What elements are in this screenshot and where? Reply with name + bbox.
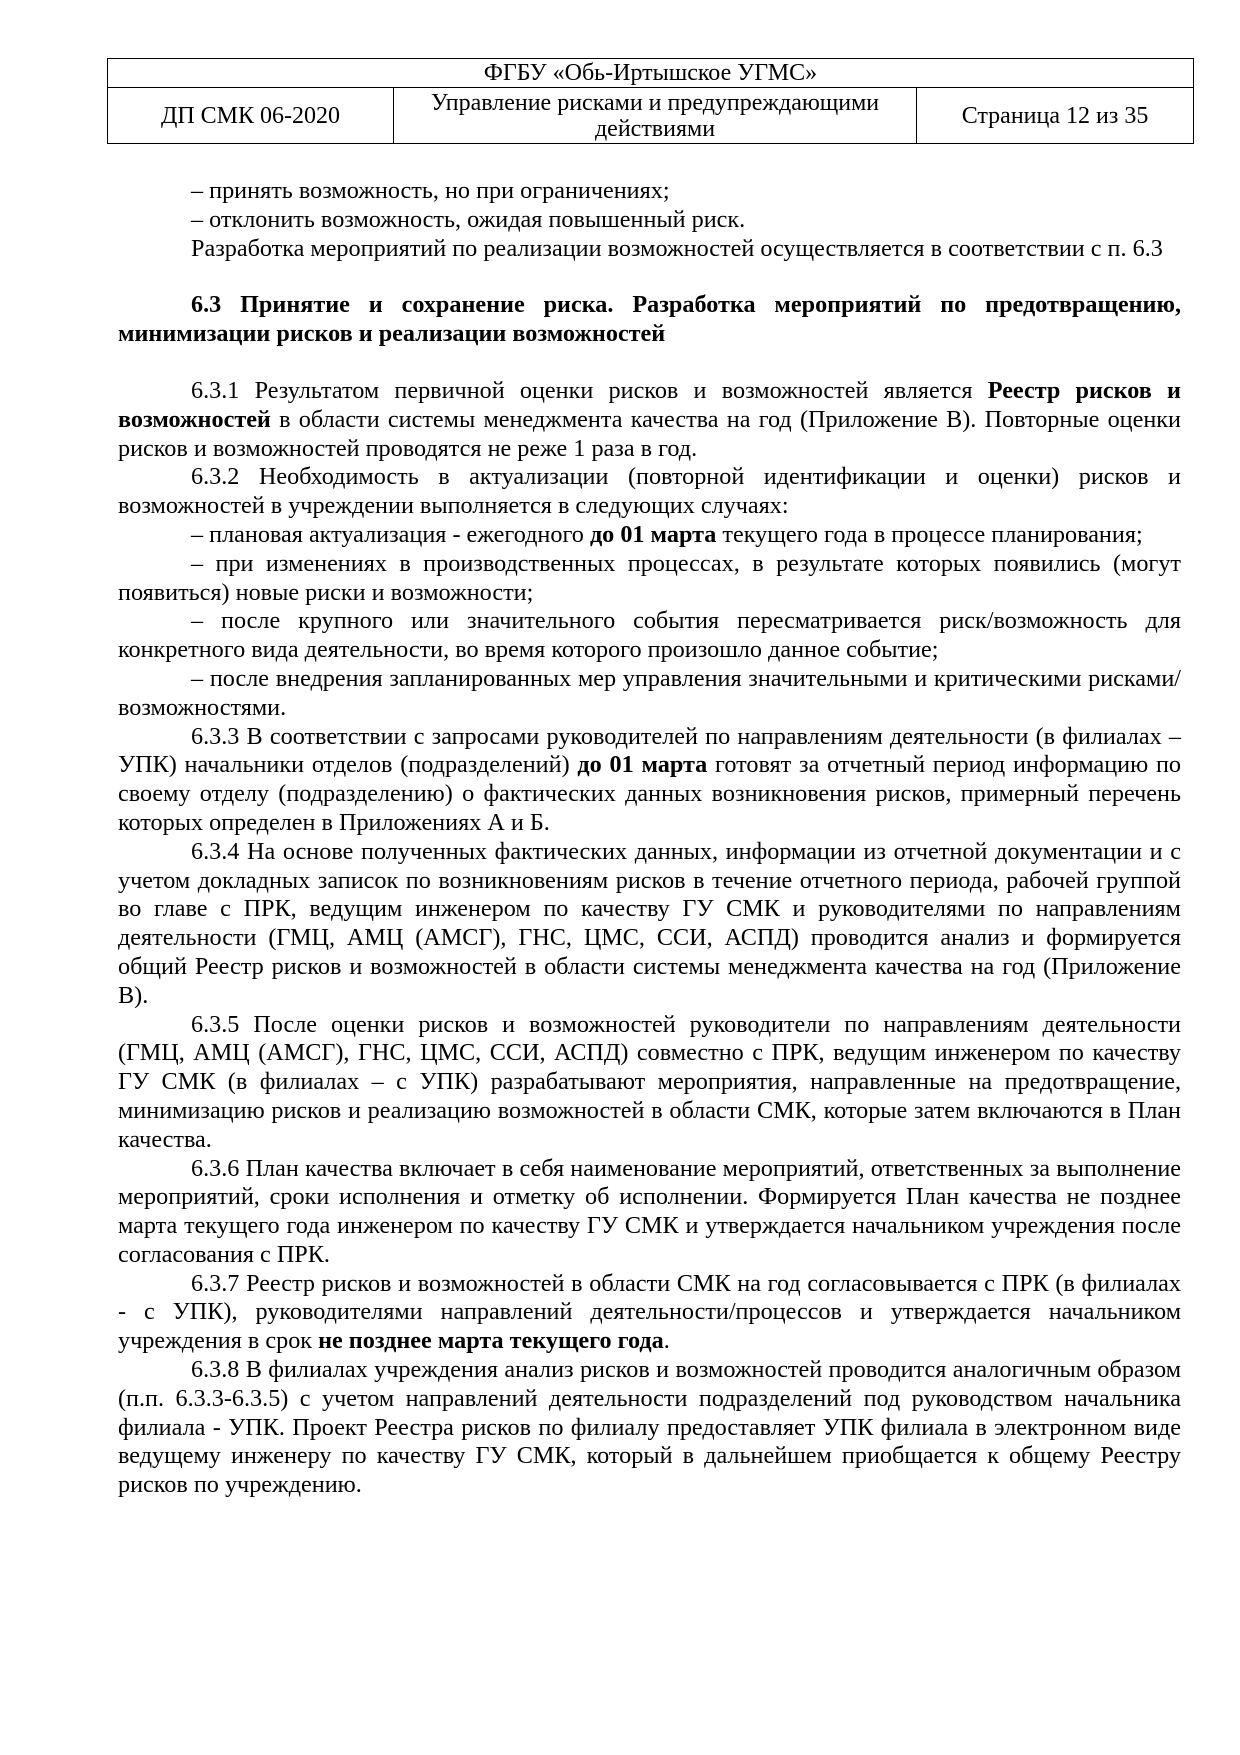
paragraph-6-3-3: 6.3.3 В соответствии с запросами руководителей по направлениям деятельности (в филиалах – УПК) начальники отделов (подразделений) до 01 марта готовят за отчетный период информацию по своему отделу (подразделению) о фактических данных возникновения рисков, примерный перечень которых определен в Приложениях А и Б. <box>118 722 1181 836</box>
case-item: – при изменениях в производственных процессах, в результате которых появились (могут появиться) новые риски и возможности; <box>118 549 1181 606</box>
paragraph-6-3-5: 6.3.5 После оценки рисков и возможностей руководители по направлениям деятельности (ГМЦ, АМЦ (АМСГ), ГНС, ЦМС, ССИ, АСПД) совместно с ПРК, ведущим инженером по качеству ГУ СМК (в филиалах – с УПК) разрабатывают мероприятия, направленные на предотвращение, минимизацию рисков и реализацию возможностей в области СМК, которые затем включаются в План качества. <box>118 1010 1181 1153</box>
page-number: Страница 12 из 35 <box>917 88 1194 144</box>
document-body <box>118 177 1181 1500</box>
paragraph-6-3-6: 6.3.6 План качества включает в себя наименование мероприятий, ответственных за выполнение мероприятий, сроки исполнения и отметку об исполнении. Формируется План качества не позднее марта текущего года инженером по качеству ГУ СМК и утверждается начальником учреждения после согласования с ПРК. <box>118 1154 1181 1268</box>
option-item: – принять возможность, но при ограничениях; <box>191 177 670 204</box>
paragraph-6-3-4: 6.3.4 На основе полученных фактических данных, информации из отчетной документации и с учетом докладных записок по возникновениям рисков в течение отчетного периода, рабочей группой во главе с ПРК, ведущим инженером по качеству ГУ СМК и руководителями по направлениям деятельности (ГМЦ, АМЦ (АМСГ), ГНС, ЦМС, ССИ, АСПД) проводится анализ и формируется общий Реестр рисков и возможностей в области системы менеджмента качества на год (Приложение В). <box>118 837 1181 1009</box>
paragraph-6-3-1: 6.3.1 Результатом первичной оценки рисков и возможностей является Реестр рисков и возможностей в области системы менеджмента качества на год (Приложение В). Повторные оценки рисков и возможностей проводятся не реже 1 раза в год. <box>118 376 1181 462</box>
case-item: – после крупного или значительного события пересматривается риск/возможность для конкретного вида деятельности, во время которого произошло данное событие; <box>118 607 1181 664</box>
paragraph: Разработка мероприятий по реализации возможностей осуществляется в соответствии с п. 6.3 <box>191 234 1163 262</box>
option-item: – отклонить возможность, ожидая повышенный риск. <box>191 205 746 233</box>
document-code: ДП СМК 06-2020 <box>108 88 394 144</box>
paragraph-6-3-8: 6.3.8 В филиалах учреждения анализ рисков и возможностей проводится аналогичным образом (п.п. 6.3.3-6.3.5) с учетом направлений деятельности подразделений под руководством начальника филиала - УПК. Проект Реестра рисков по филиалу предоставляет УПК филиала в электронном виде ведущему инженеру по качеству ГУ СМК, который в дальнейшем приобщается к общему Реестру рисков по учреждению. <box>118 1356 1181 1499</box>
organization-name: ФГБУ «Обь-Иртышское УГМС» <box>108 59 1194 88</box>
paragraph-6-3-2: 6.3.2 Необходимость в актуализации (повторной идентификации и оценки) рисков и возможностей в учреждении выполняется в следующих случаях: <box>118 463 1181 520</box>
document-title: Управление рисками и предупреждающими действиями <box>394 88 917 144</box>
paragraph-6-3-7: 6.3.7 Реестр рисков и возможностей в области СМК на год согласовывается с ПРК (в филиалах - с УПК), руководителями направлений деятельности/процессов и утверждается начальником учреждения в срок не позднее марта текущего года. <box>118 1269 1181 1355</box>
case-item: – плановая актуализация - ежегодного до 01 марта текущего года в процессе планирования; <box>191 520 1143 548</box>
case-item: – после внедрения запланированных мер управления значительными и критическими рисками/возможностями. <box>118 664 1181 721</box>
section-heading: 6.3 Принятие и сохранение риска. Разработка мероприятий по предотвращению, минимизации рисков и реализации возможностей <box>118 291 1181 348</box>
document-header-table <box>107 58 1194 144</box>
